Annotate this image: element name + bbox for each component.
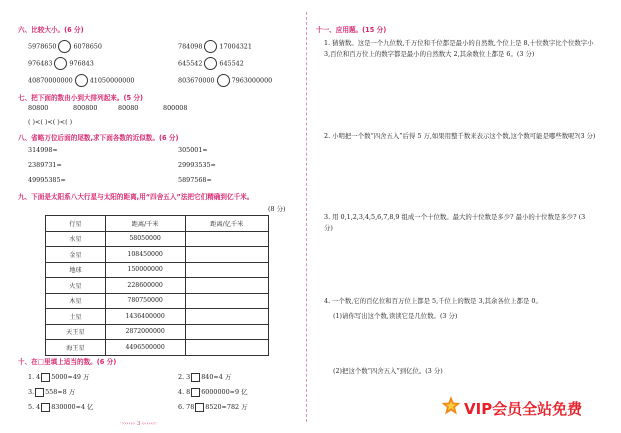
approx-item[interactable]: 314998≈ <box>28 146 58 154</box>
compare-circle[interactable] <box>204 40 217 53</box>
table-row <box>46 340 269 356</box>
star-icon <box>441 395 461 417</box>
compare-row-3-left: 40870000000 41050000000 <box>28 74 134 87</box>
page-divider <box>306 12 307 422</box>
answer-cell[interactable] <box>185 309 268 325</box>
vip-watermark: VIP会员全站免费 <box>464 400 583 418</box>
compare-row-2-right: 645542 645542 <box>178 57 244 70</box>
planet-name: 金星 <box>46 247 106 263</box>
distance-km: 108450000 <box>105 247 185 263</box>
compare-circle[interactable] <box>75 74 88 87</box>
compare-row-3-right: 803670000 7963000000 <box>178 74 272 87</box>
order-blanks[interactable]: ( )<( )<( )<( ) <box>28 118 73 126</box>
planet-distance-table <box>45 215 269 356</box>
answer-cell[interactable] <box>185 247 268 263</box>
number-3: 80080 <box>118 104 139 112</box>
approx-item[interactable]: 5897568≈ <box>178 176 212 184</box>
table-row <box>46 309 269 325</box>
compare-circle[interactable] <box>58 40 71 53</box>
answer-cell[interactable] <box>185 231 268 247</box>
approx-item[interactable]: 49995385≈ <box>28 176 66 184</box>
approx-item[interactable]: 305001≈ <box>178 146 208 154</box>
compare-circle[interactable] <box>217 74 230 87</box>
number-4: 800008 <box>163 104 188 112</box>
distance-km: 2872000000 <box>105 324 185 340</box>
table-row <box>46 231 269 247</box>
table-header-row <box>46 216 269 232</box>
fill-box[interactable] <box>195 403 204 412</box>
fill-box[interactable] <box>191 373 200 382</box>
fill-item: 1. 4 5000≈49 万 <box>28 373 90 381</box>
planet-name: 木星 <box>46 293 106 309</box>
answer-cell[interactable] <box>185 262 268 278</box>
fill-box[interactable] <box>191 388 200 397</box>
compare-row-1-left: 5978650 6078650 <box>28 40 102 53</box>
table-row <box>46 293 269 309</box>
planet-name: 天王星 <box>46 324 106 340</box>
question-3: 3. 用 0,1,2,3,4,5,6,7,8,9 组成一个十位数。最大的十位数是多少? 最小的十位数是多少? (3 分) <box>324 213 586 232</box>
number-2: 800800 <box>73 104 98 112</box>
table-row <box>46 262 269 278</box>
table-header: 距离/亿千米 <box>185 216 268 232</box>
section-10-title: 十、在□里填上适当的数。(6 分) <box>18 358 117 366</box>
planet-name: 海王星 <box>46 340 106 356</box>
compare-circle[interactable] <box>54 57 67 70</box>
number-1: 80800 <box>28 104 49 112</box>
table-header: 距离/千米 <box>105 216 185 232</box>
question-1: 1. 猜猜数。这是一个九位数,千万位和千位都是最小的自然数,个位上是 8,十位数字比个位数字小 3,百位和百万位上的数字都是最小的自然数大 2,其余数位上都是 6。(3 分) <box>324 39 594 58</box>
distance-km: 228600000 <box>105 278 185 294</box>
fill-box[interactable] <box>41 373 50 382</box>
compare-row-2-left: 976483 976843 <box>28 57 94 70</box>
distance-km: 150000000 <box>105 262 185 278</box>
section-9-score: (8 分) <box>268 205 286 213</box>
fill-box[interactable] <box>35 388 44 397</box>
question-2: 2. 小明把一个数“四舍五入”后得 5 万,如果用整千数来表示这个数,这个数可能是哪些数呢?(3 分) <box>324 132 596 140</box>
answer-cell[interactable] <box>185 340 268 356</box>
distance-km: 780750000 <box>105 293 185 309</box>
table-row <box>46 278 269 294</box>
table-row <box>46 247 269 263</box>
answer-cell[interactable] <box>185 324 268 340</box>
fill-item: 5. 4 830000≈4 亿 <box>28 403 94 411</box>
planet-name: 火星 <box>46 278 106 294</box>
section-7-title: 七、把下面的数由小到大排列起来。(5 分) <box>18 94 144 102</box>
answer-cell[interactable] <box>185 293 268 309</box>
fill-item: 4. 8 6000000≈9 亿 <box>178 388 248 396</box>
compare-row-1-right: 784098 17004321 <box>178 40 252 53</box>
fill-item: 3. 558≈8 万 <box>28 388 76 396</box>
page-number-footer: ·›››››› 3 ‹‹‹‹‹‹· <box>120 421 157 427</box>
approx-item[interactable]: 29993535≈ <box>178 161 216 169</box>
fill-item: 6. 78 8520≈782 万 <box>178 403 248 411</box>
answer-cell[interactable] <box>185 278 268 294</box>
distance-km: 4496500000 <box>105 340 185 356</box>
approx-item[interactable]: 2389731≈ <box>28 161 62 169</box>
table-row <box>46 324 269 340</box>
fill-item: 2. 3 840≈4 万 <box>178 373 232 381</box>
question-4-part-1: (1)请你写出这个数,读读它是几位数。(3 分) <box>333 312 458 320</box>
question-4-part-2: (2)把这个数“四舍五入”到亿位。(3 分) <box>333 367 443 375</box>
question-4: 4. 一个数,它的百亿位和百万位上都是 5,千位上的数是 3,其余各位上都是 0。 <box>324 297 542 305</box>
planet-name: 地球 <box>46 262 106 278</box>
section-6-title: 六、比较大小。(6 分) <box>18 26 84 34</box>
fill-box[interactable] <box>41 403 50 412</box>
section-9-title: 九、下面是太阳系八大行星与太阳的距离,用“四舍五入”法把它们精确到亿千米。 <box>18 193 254 201</box>
distance-km: 58050000 <box>105 231 185 247</box>
section-11-title: 十一、应用题。(15 分) <box>316 26 387 34</box>
distance-km: 1436400000 <box>105 309 185 325</box>
planet-name: 水星 <box>46 231 106 247</box>
table-header: 行星 <box>46 216 106 232</box>
section-8-title: 八、省略万位后面的尾数,求下面各数的近似数。(6 分) <box>18 134 179 142</box>
planet-name: 土星 <box>46 309 106 325</box>
compare-circle[interactable] <box>204 57 217 70</box>
